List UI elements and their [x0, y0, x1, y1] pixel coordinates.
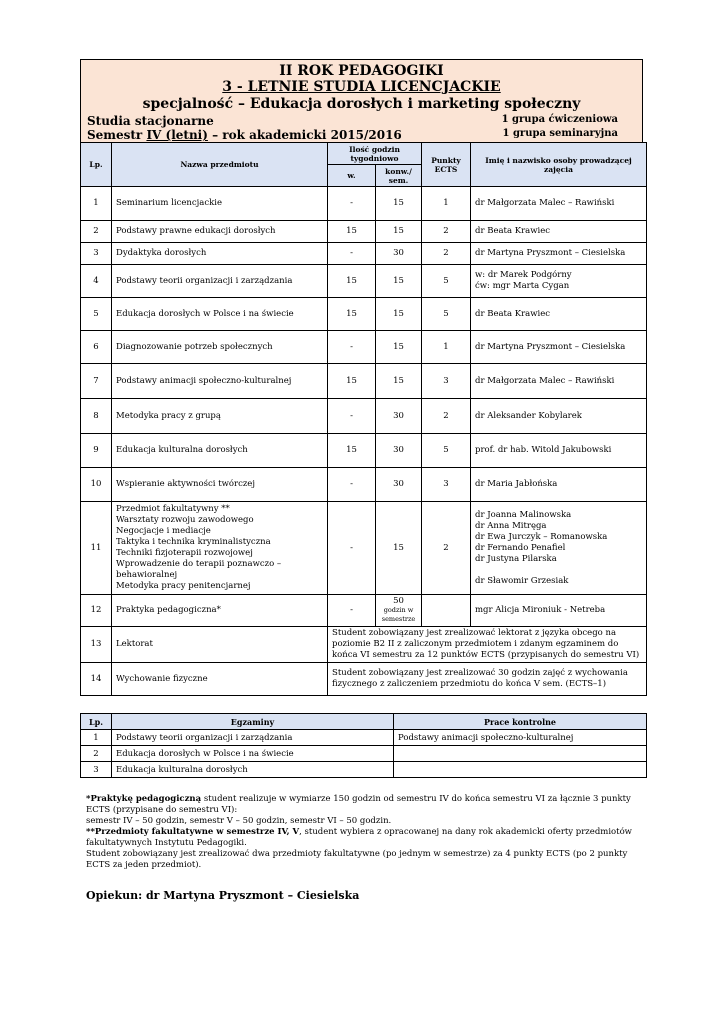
footnotes: [86, 794, 646, 871]
cell-conv-value: 50: [393, 596, 404, 606]
exam-lp: 1: [81, 730, 112, 746]
exam-subject: Podstawy teorii organizacji i zarządzania: [112, 730, 394, 746]
header-ects: Punkty ECTS: [422, 143, 471, 187]
table-row: [81, 265, 647, 298]
exams-header-lp: Lp.: [81, 714, 112, 730]
cell-conv: [376, 595, 422, 627]
note-electives-ects: Student zobowiązany jest zrealizować dwa przedmioty fakultatywne (po jednym w semestrze) za 4 punkty ECTS (po 2 punkty ECTS za jeden przedmiot).: [86, 849, 628, 870]
cell-ects: 2: [422, 221, 471, 243]
cell-teacher: w: dr Marek Podgórny ćw: mgr Marta Cygan: [471, 265, 647, 298]
cell-conv-note: godzin w semestrze: [381, 606, 416, 623]
note-practice-text: student realizuje w wymiarze 150 godzin od semestru IV do końca semestru VI za łącznie 3 punkty ECTS (przypisane do semestru VI):: [86, 794, 631, 815]
cell-subject: Wspieranie aktywności twórczej: [112, 468, 328, 502]
exam-subject: Edukacja dorosłych w Polsce i na świecie: [112, 746, 394, 762]
header-lectures: w.: [328, 165, 376, 187]
cell-conv: 30: [376, 468, 422, 502]
header-subject: Nazwa przedmiotu: [112, 143, 328, 187]
curriculum-body: [81, 187, 647, 696]
header-title: II ROK PEDAGOGIKI: [279, 63, 444, 79]
cell-lectures: 15: [328, 298, 376, 331]
cell-lectures: 15: [328, 434, 376, 468]
table-row: [81, 298, 647, 331]
cell-lp: 9: [81, 434, 112, 468]
table-row: [81, 331, 647, 364]
table-row: [81, 221, 647, 243]
cell-teacher: dr Beata Krawiec: [471, 221, 647, 243]
cell-lectures: -: [328, 331, 376, 364]
note-electives-bold: **Przedmioty fakultatywne w semestrze IV, V: [86, 827, 300, 837]
cell-requirement: Student zobowiązany jest zrealizować 30 godzin zajęć z wychowania fizycznego z zaliczeniem przedmiotu do końca V sem. (ECTS–1): [328, 663, 647, 696]
cell-teacher: dr Aleksander Kobylarek: [471, 399, 647, 434]
cell-ects: 3: [422, 364, 471, 399]
cell-lectures: 15: [328, 221, 376, 243]
cell-lp: 14: [81, 663, 112, 696]
cell-teacher: dr Małgorzata Malec – Rawiński: [471, 187, 647, 221]
cell-requirement: Student zobowiązany jest zrealizować lektorat z języka obcego na poziomie B2 II z zaliczonym przedmiotem i zdanym egzaminem do końca VI semestru za 12 punktów ECTS (przypisanych do semestru VI): [328, 627, 647, 663]
header-conv: konw./ sem.: [376, 165, 422, 187]
cell-lp: 7: [81, 364, 112, 399]
cell-subject: Dydaktyka dorosłych: [112, 243, 328, 265]
exam-row: [81, 746, 647, 762]
note-practice-bold: *Praktykę pedagogiczną: [86, 794, 202, 804]
semester-prefix: Semestr: [87, 128, 147, 142]
cell-lp: 3: [81, 243, 112, 265]
table-row: [81, 595, 647, 627]
cell-lp: 12: [81, 595, 112, 627]
cell-teacher: dr Małgorzata Malec – Rawiński: [471, 364, 647, 399]
table-row: [81, 399, 647, 434]
cell-teacher: mgr Alicja Mironiuk - Netreba: [471, 595, 647, 627]
table-row: [81, 434, 647, 468]
cell-subject: Podstawy prawne edukacji dorosłych: [112, 221, 328, 243]
table-row: [81, 187, 647, 221]
cell-lectures: 15: [328, 265, 376, 298]
table-row: [81, 663, 647, 696]
cell-subject: Podstawy teorii organizacji i zarządzania: [112, 265, 328, 298]
cell-subject: Edukacja kulturalna dorosłych: [112, 434, 328, 468]
table-row: [81, 243, 647, 265]
curriculum-table: [80, 142, 647, 696]
cell-ects: 2: [422, 243, 471, 265]
control-work: [394, 746, 647, 762]
cell-ects: 2: [422, 399, 471, 434]
semester-line: [87, 128, 402, 142]
control-work: Podstawy animacji społeczno-kulturalnej: [394, 730, 647, 746]
cell-teacher: dr Beata Krawiec: [471, 298, 647, 331]
cell-lp: 6: [81, 331, 112, 364]
cell-ects: 5: [422, 265, 471, 298]
cell-lp: 5: [81, 298, 112, 331]
note-practice-hours: semestr IV – 50 godzin, semestr V – 50 godzin, semestr VI – 50 godzin.: [86, 816, 392, 826]
cell-conv: 15: [376, 502, 422, 595]
cell-lectures: -: [328, 468, 376, 502]
table-row: [81, 502, 647, 595]
cell-conv: 15: [376, 331, 422, 364]
table-row: [81, 364, 647, 399]
cell-teacher: dr Martyna Pryszmont – Ciesielska: [471, 331, 647, 364]
semester-suffix: – rok akademicki 2015/2016: [207, 128, 402, 142]
cell-lectures: 15: [328, 364, 376, 399]
cell-teacher: dr Joanna Malinowska dr Anna Mitręga dr Ewa Jurczyk – Romanowska dr Fernando Penafiel dr Justyna Pilarska dr Sławomir Grzesiak: [471, 502, 647, 595]
cell-lectures: -: [328, 502, 376, 595]
header-subtitle: 3 - LETNIE STUDIA LICENCJACKIE: [222, 79, 501, 95]
cell-lp: 11: [81, 502, 112, 595]
table-row: [81, 468, 647, 502]
cell-conv: 15: [376, 221, 422, 243]
cell-ects: [422, 595, 471, 627]
cell-subject: Metodyka pracy z grupą: [112, 399, 328, 434]
cell-subject: Wychowanie fizyczne: [112, 663, 328, 696]
exam-row: [81, 730, 647, 746]
exams-table: [80, 713, 647, 778]
exam-lp: 2: [81, 746, 112, 762]
note-electives: [86, 827, 646, 849]
study-mode: Studia stacjonarne: [87, 114, 214, 128]
cell-lp: 13: [81, 627, 112, 663]
semester-value: IV (letni): [146, 128, 208, 142]
table-row: [81, 627, 647, 663]
exams-body: [81, 730, 647, 778]
cell-conv: 15: [376, 265, 422, 298]
cell-teacher: dr Martyna Pryszmont – Ciesielska: [471, 243, 647, 265]
cell-ects: 2: [422, 502, 471, 595]
groups-exercise: 1 grupa ćwiczeniowa: [501, 114, 618, 125]
cell-ects: 5: [422, 434, 471, 468]
groups-seminar: 1 grupa seminaryjna: [502, 128, 618, 139]
exam-lp: 3: [81, 762, 112, 778]
cell-subject: Praktyka pedagogiczna*: [112, 595, 328, 627]
cell-subject: Przedmiot fakultatywny ** Warsztaty rozwoju zawodowego Negocjacje i mediacje Taktyka i technika kryminalistyczna Techniki fizjoterapii rozwojowej Wprowadzenie do terapii poznawczo – behawioralnej Metodyka pracy penitencjarnej: [112, 502, 328, 595]
cell-lectures: -: [328, 243, 376, 265]
cell-conv: 15: [376, 364, 422, 399]
header-lp: Lp.: [81, 143, 112, 187]
cell-teacher: dr Maria Jabłońska: [471, 468, 647, 502]
header-specialization: specjalność – Edukacja dorosłych i marketing społeczny: [142, 96, 581, 112]
cell-conv: 15: [376, 298, 422, 331]
cell-lp: 4: [81, 265, 112, 298]
cell-ects: 1: [422, 331, 471, 364]
note-electives-text: , student wybiera z opracowanej na dany rok akademicki oferty przedmiotów fakultatywnych Instytutu Pedagogiki.: [86, 827, 632, 848]
control-work: [394, 762, 647, 778]
cell-lp: 8: [81, 399, 112, 434]
cell-subject: Lektorat: [112, 627, 328, 663]
exam-subject: Edukacja kulturalna dorosłych: [112, 762, 394, 778]
cell-lectures: -: [328, 187, 376, 221]
document-header: [80, 59, 643, 143]
note-practice: [86, 794, 646, 816]
cell-lp: 10: [81, 468, 112, 502]
cell-subject: Diagnozowanie potrzeb społecznych: [112, 331, 328, 364]
header-teacher: Imię i nazwisko osoby prowadzącej zajęcia: [471, 143, 647, 187]
exams-header-works: Prace kontrolne: [394, 714, 647, 730]
cell-conv: 30: [376, 399, 422, 434]
exams-header-exams: Egzaminy: [112, 714, 394, 730]
cell-subject: Seminarium licencjackie: [112, 187, 328, 221]
cell-teacher: prof. dr hab. Witold Jakubowski: [471, 434, 647, 468]
cell-conv: 30: [376, 243, 422, 265]
exam-row: [81, 762, 647, 778]
cell-lectures: -: [328, 595, 376, 627]
cell-subject: Podstawy animacji społeczno-kulturalnej: [112, 364, 328, 399]
cell-lp: 1: [81, 187, 112, 221]
cell-ects: 5: [422, 298, 471, 331]
cell-lectures: -: [328, 399, 376, 434]
supervisor: Opiekun: dr Martyna Pryszmont – Ciesielska: [86, 889, 360, 902]
cell-conv: 30: [376, 434, 422, 468]
cell-subject: Edukacja dorosłych w Polsce i na świecie: [112, 298, 328, 331]
cell-ects: 1: [422, 187, 471, 221]
cell-ects: 3: [422, 468, 471, 502]
cell-lp: 2: [81, 221, 112, 243]
cell-conv: 15: [376, 187, 422, 221]
header-hours: Ilość godzin tygodniowo: [328, 143, 422, 165]
